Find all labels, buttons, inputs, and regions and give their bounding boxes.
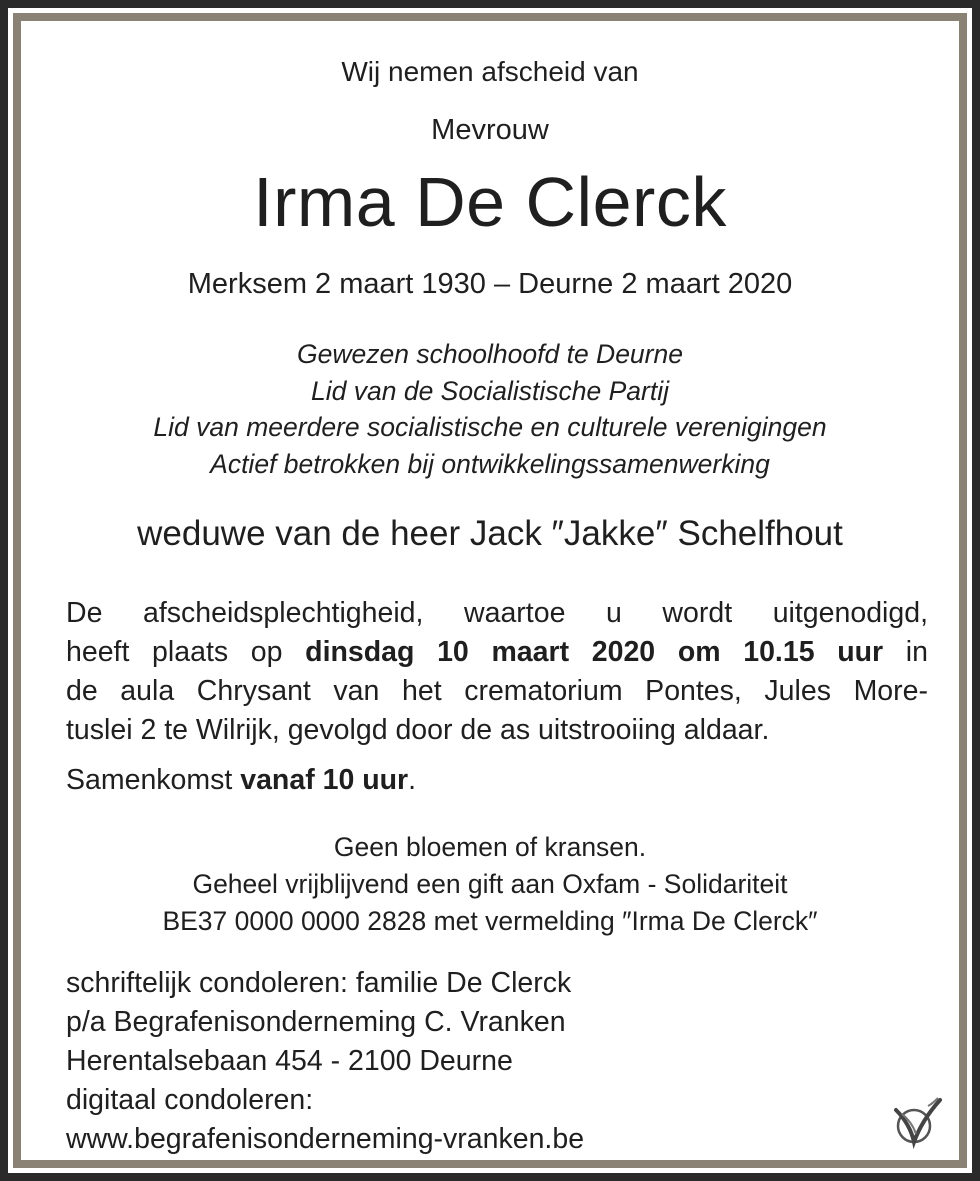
meeting-line [66, 764, 416, 797]
role-item: Lid van de Socialistische Partij [311, 375, 669, 406]
ceremony-date-time: dinsdag 10 maart 2020 om 10.15 uur [305, 636, 884, 668]
bank-account-line: BE37 0000 0000 2828 met vermelding ″Irma De Clerck″ [162, 906, 818, 936]
role-item: Actief betrokken bij ontwikkelingssamenwerking [210, 448, 770, 479]
ceremony-paragraph [66, 594, 928, 750]
roles-list [0, 336, 980, 482]
flowers-line: Geen bloemen of kransen. [333, 832, 647, 862]
life-dates: Merksem 2 maart 1930 – Deurne 2 maart 2020 [187, 268, 793, 300]
contact-block [66, 964, 584, 1159]
ceremony-line [66, 633, 928, 672]
meeting-text: . [408, 764, 417, 796]
ceremony-line: tuslei 2 te Wilrijk, gevolgd door de as uitstrooiing aldaar. [66, 714, 770, 746]
contact-line: schriftelijk condoleren: familie De Clerck [66, 967, 572, 999]
deceased-name: Irma De Clerck [253, 163, 727, 241]
contact-website-link[interactable]: www.begrafenisonderneming-vranken.be [66, 1123, 585, 1155]
meeting-text: Samenkomst [66, 764, 241, 796]
contact-line: p/a Begrafenisonderneming C. Vranken [66, 1006, 566, 1038]
intro-text: Wij nemen afscheid van [341, 56, 639, 87]
ceremony-text: heeft plaats op [66, 636, 306, 668]
honorific-title: Mevrouw [431, 114, 549, 146]
flowers-block [0, 829, 980, 940]
funeral-home-logo-icon [888, 1094, 944, 1150]
role-item: Gewezen schoolhoofd te Deurne [297, 339, 683, 369]
donation-line: Geheel vrijblijvend een gift aan Oxfam - Solidariteit [192, 869, 788, 899]
contact-line: digitaal condoleren: [66, 1084, 314, 1116]
meeting-time: vanaf 10 uur [240, 764, 409, 796]
role-item: Lid van meerdere socialistische en culturele verenigingen [153, 412, 827, 442]
ceremony-text: in [883, 636, 928, 668]
ceremony-line: De afscheidsplechtigheid, waartoe u wordt uitgenodigd, [66, 597, 928, 629]
widow-line: weduwe van de heer Jack ″Jakke″ Schelfhout [137, 514, 843, 553]
contact-address: Herentalsebaan 454 - 2100 Deurne [66, 1045, 513, 1077]
ceremony-line: de aula Chrysant van het crematorium Pontes, Jules More- [66, 675, 928, 707]
